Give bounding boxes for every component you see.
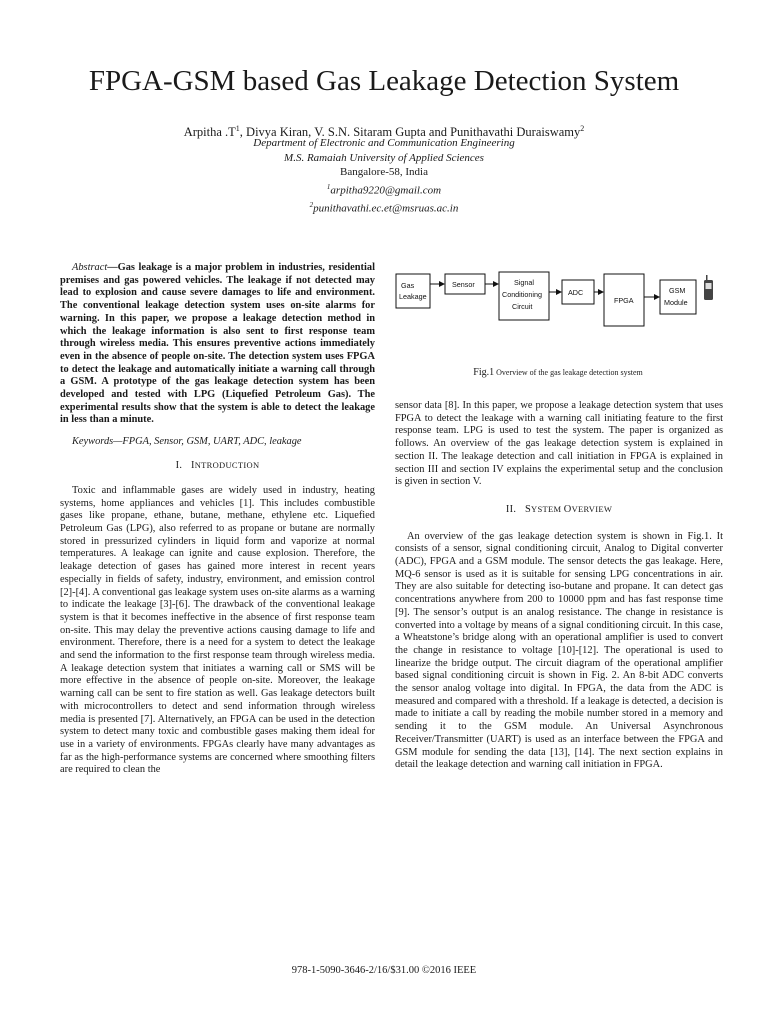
- abstract: [60, 262, 375, 427]
- author-rest: , Divya Kiran, V. S.N. Sitaram Gupta and Punithavathi Duraiswamy: [239, 125, 581, 140]
- svg-text:Leakage: Leakage: [399, 292, 427, 301]
- affiliation-block: [0, 136, 768, 216]
- figure-1-block-diagram: [393, 262, 723, 362]
- svg-text:Signal: Signal: [514, 278, 534, 287]
- section-heading-system-overview: II. SYSTEM OVERVIEW: [505, 503, 613, 515]
- block-adc: [562, 280, 594, 304]
- block-gas-leakage: [396, 274, 430, 308]
- svg-text:Module: Module: [664, 298, 688, 307]
- author-1: Arpitha .T: [183, 125, 236, 140]
- keywords: Keywords—FPGA, Sensor, GSM, UART, ADC, leakage: [72, 436, 302, 448]
- copyright-footer: 978-1-5090-3646-2/16/$31.00 ©2016 IEEE: [291, 965, 477, 976]
- city: Bangalore-58, India: [340, 166, 428, 178]
- paper-title: FPGA-GSM based Gas Leakage Detection System: [88, 65, 680, 97]
- right-column: [395, 400, 723, 772]
- svg-text:Circuit: Circuit: [512, 302, 533, 311]
- block-gsm-module: [660, 280, 696, 314]
- intro-paragraph: Toxic and inflammable gases are widely used in industry, heating systems, home appliances and vehicles [1]. This includes combustible gases like propane, ethane, butane, methane, ethylene etc. Liquefied Petroleum Gas (LPG), also referred to as propane or butane are normally stored in pressurized cylinders in liquid form and vaporize at normal temperatures. A leakage can ignite and cause explosion. Therefore, the leakage detection of gases has gained more interest in recent years especially in fields of safety, industry, environment, and emission control [2]-[4]. A conventional gas leakage system uses on-site alarms as a warning to indicate the leakage [3]-[6]. The drawback of the conventional leakage system is that it becomes ineffective in the absence of first response team on-site. This may delay the preventive actions causing damage to life and environment. Therefore, there is a need for a system to detect the leakage and send the information to the first response team through wireless media. A leakage detection system that initiates a warning call or SMS will be more effective in the absence of people on-site. Moreover, the leakage warning call can be sent to fire station as well. Gas leakage detectors built with microcontrollers to detect and send information through wireless media is presented [7]. Alternatively, an FPGA can be used in the detection system to detect many toxic and combustible gases making them ideal for use in a variety of environments. FPGAs clearly have many advantages as far as the high-performance systems are concerned where smoothing filters are required to clean the: [60, 484, 375, 776]
- author-1-sup: 1: [235, 124, 240, 133]
- section-heading-introduction: I. INTRODUCTION: [175, 460, 260, 472]
- block-fpga: [604, 274, 644, 326]
- svg-text:GSM: GSM: [669, 286, 686, 295]
- right-paragraph-2: An overview of the gas leakage detection system is shown in Fig.1. It consists of a sensor, signal conditioning circuit, Analog to Digital converter (ADC), FPGA and a GSM module. The sensor detects the gas leakage. Here, MQ-6 sensor is used as it is suitable for sensing LPG concentrations in air. They are also suitable for detecting iso-butane and propane. It can detect gas concentrations anywhere from 200 to 10000 ppm and has fast response time [9]. The sensor’s output is an analog resistance. The change in resistance is converted into a voltage by means of a signal conditioning circuit. In this case, a Wheatstone’s bridge along with an operational amplifier is used to convert the change in resistance to voltage [10]-[12]. The operational is used to linearize the bridge output. The circuit diagram of the operational amplifier based signal conditioning circuit is shown in Fig. 2. An 8-bit ADC converts the sensor analog voltage into digital. In FPGA, the data from the ADC is measured and compared with a threshold. If a leakage is detected, a decision is made to initiate a call by reading the mobile number stored in a memory and sending it to the GSM module. An Universal Asynchronous Receiver/Transmitter (UART) is used as an interface between the FPGA and GSM module for sending the data [13], [14]. The next section explains in detail the leakage detection and warning call initiation in FPGA.: [395, 530, 723, 771]
- left-column: [60, 262, 375, 777]
- block-sensor: [445, 274, 485, 294]
- abstract-label: Abstract: [72, 262, 108, 273]
- figure-1-caption: Fig.1 Overview of the gas leakage detection system: [473, 367, 643, 378]
- right-paragraph-1: sensor data [8]. In this paper, we propose a leakage detection system that uses FPGA to detect the leakage with a warning call initiating feature to the first response team. LPG is used to test the system. The paper is organized as follows. An overview of the gas leakage detection system is explained in section II. The leakage detection and call initiation in FPGA is explained in section III and section IV explains the experimental setup and the conclusion is given in section V.: [395, 400, 723, 488]
- svg-text:Gas: Gas: [401, 281, 415, 290]
- block-signal-conditioning: [499, 272, 549, 320]
- email-1: $^1$arpitha9220@gmail.com: [326, 182, 442, 197]
- mobile-phone-icon: [704, 275, 713, 300]
- svg-text:FPGA: FPGA: [614, 296, 634, 305]
- svg-text:Conditioning: Conditioning: [502, 290, 542, 299]
- svg-text:ADC: ADC: [568, 288, 584, 297]
- svg-text:Sensor: Sensor: [452, 280, 475, 289]
- email-2: $^2$punithavathi.ec.et@msruas.ac.in: [309, 200, 459, 215]
- author-last-sup: 2: [580, 124, 585, 133]
- department: Department of Electronic and Communication Engineering: [253, 137, 515, 149]
- university: M.S. Ramaiah University of Applied Sciences: [284, 151, 484, 164]
- abstract-text: —Gas leakage is a major problem in industries, residential premises and gas powered vehicles. The leakage if not detected may lead to explosion and cause severe damages to life and environment. The conventional leakage detection system uses on-site alarms for warning. In this paper, we propose a leakage detection method in which the leakage information is also sent to first response team through wireless media. This ensures preventive actions immediately even in the absence of people on-site. The detection system uses FPGA to detect the leakage and automatically initiate a warning call through a GSM. A prototype of the gas leakage detection system has been developed and tested with LPG (Liquefied Petroleum Gas). The experimental results show that the system is able to detect the leakage in less than a minute.: [60, 262, 375, 426]
